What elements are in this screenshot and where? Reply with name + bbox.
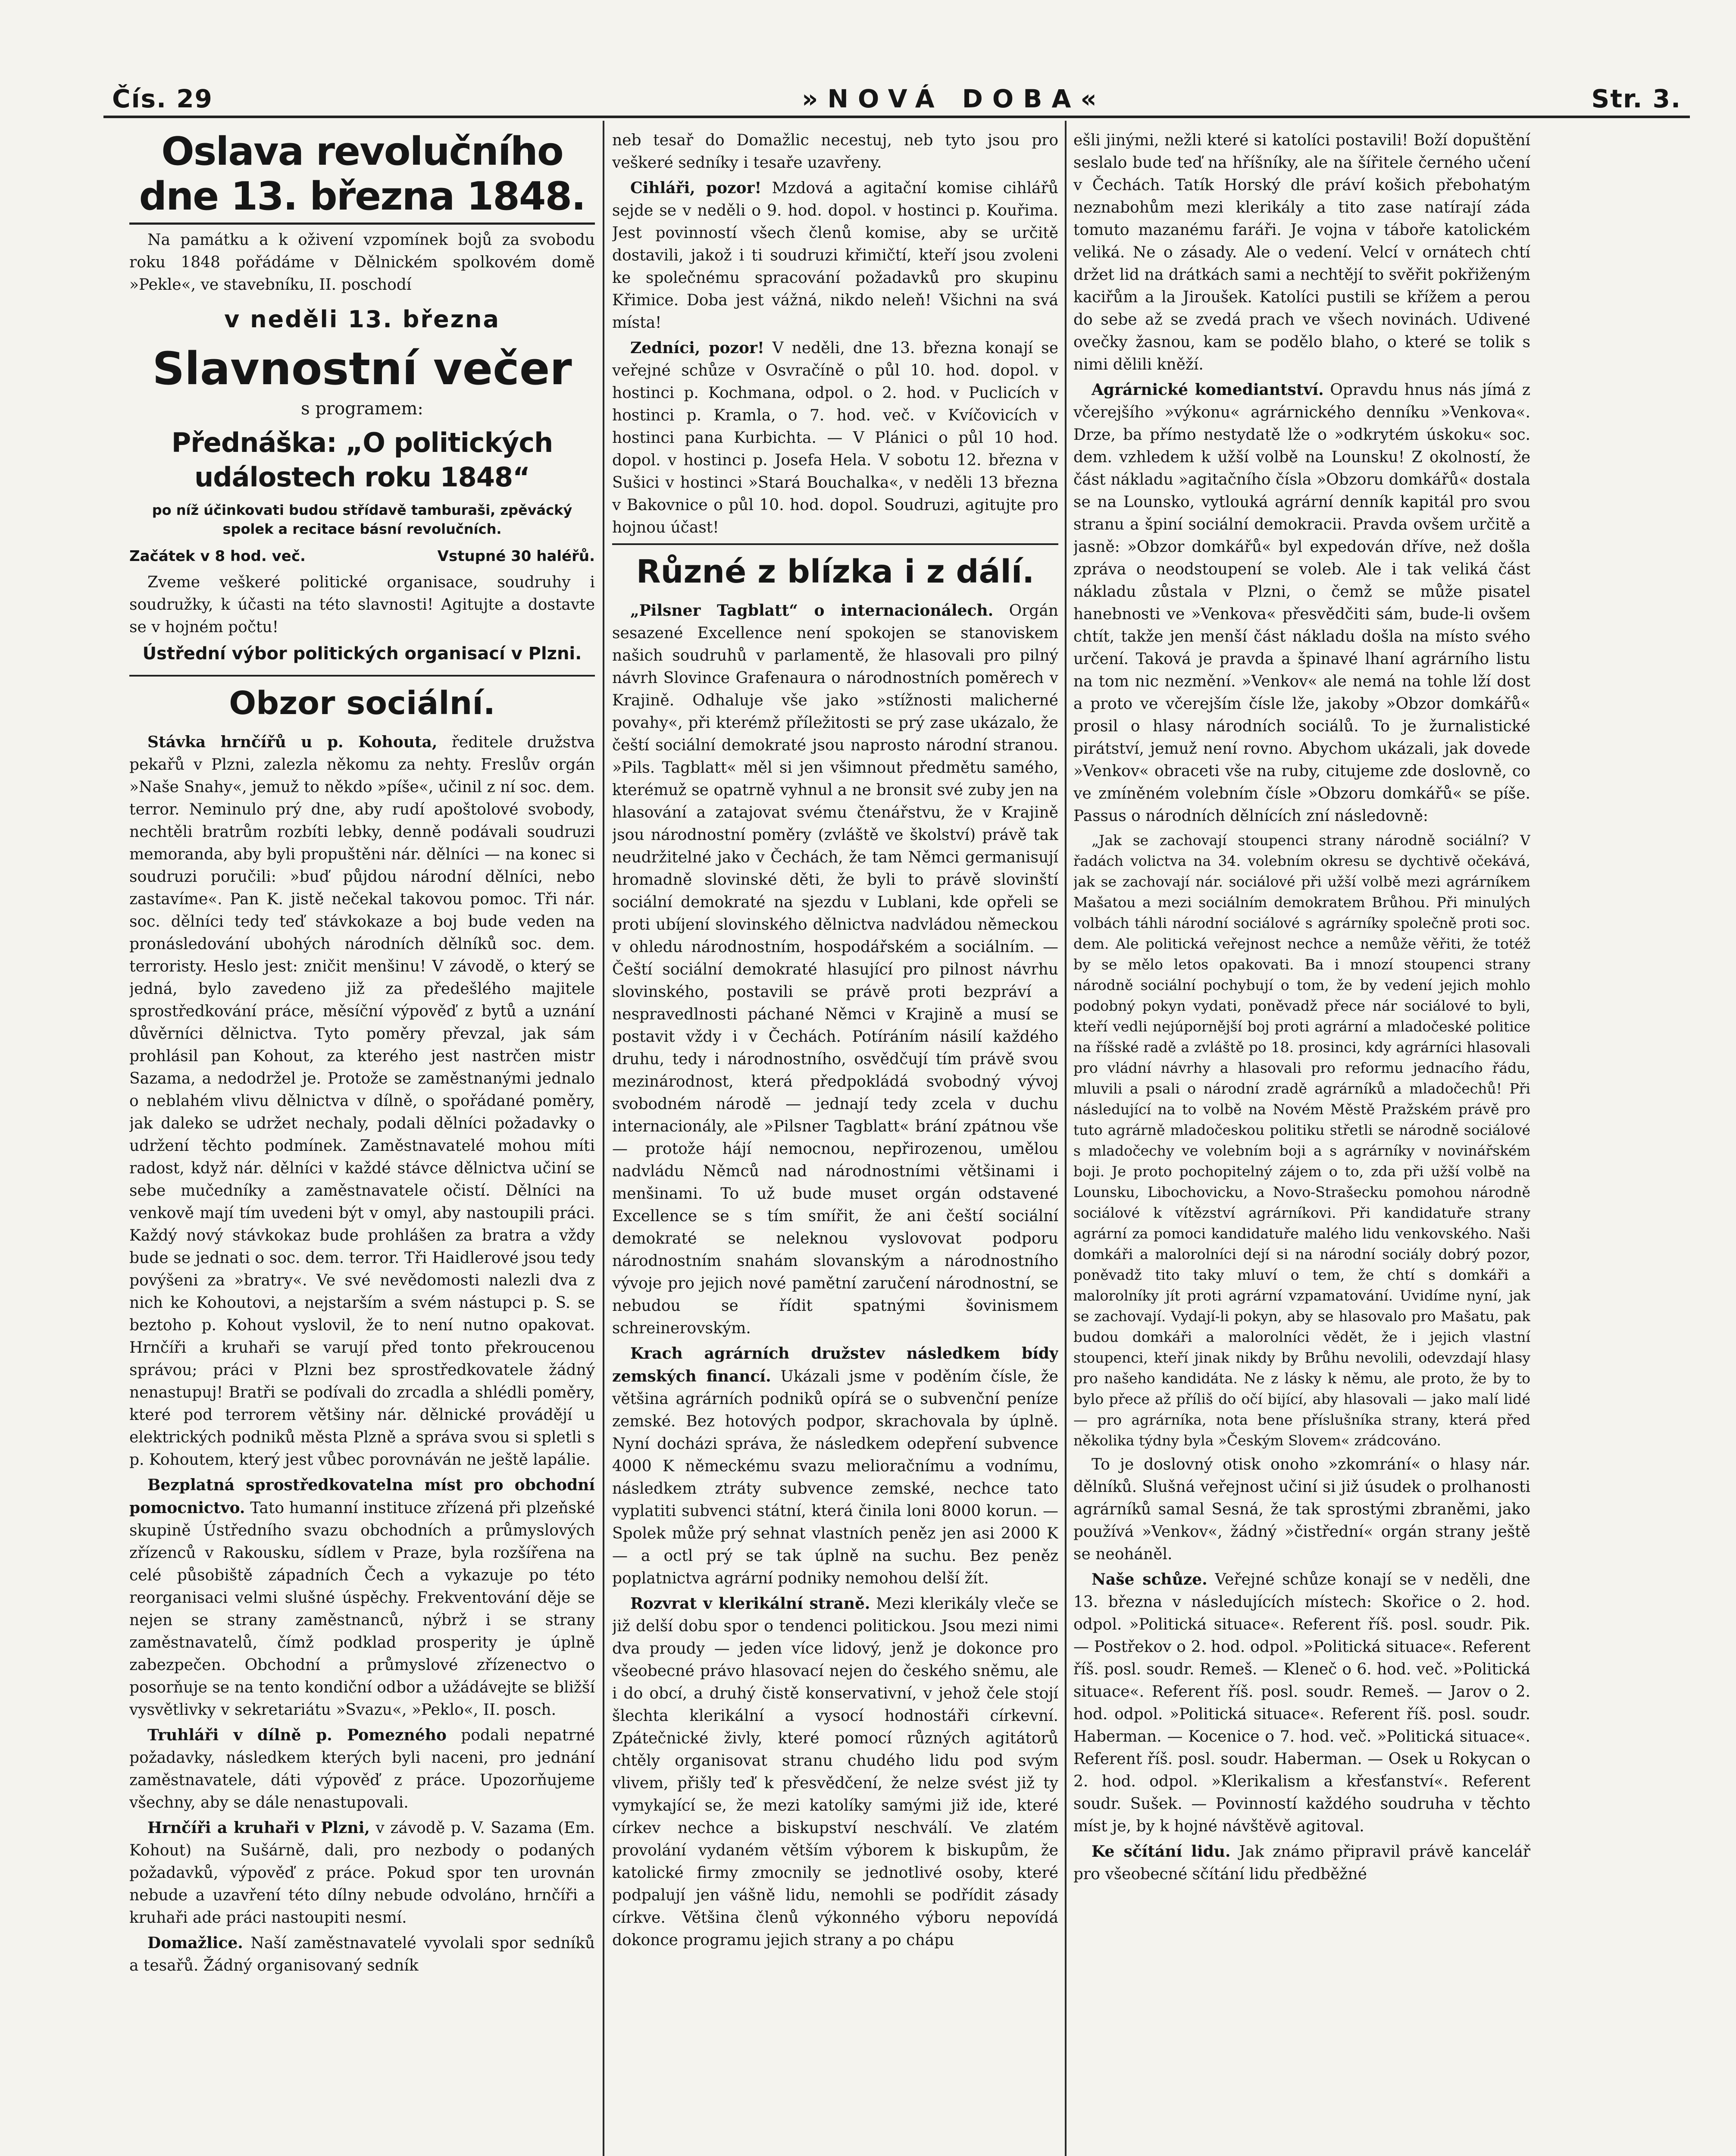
column-2: [612, 129, 1058, 2156]
article-heading: Krach agrárních družstev následkem bídy zemských financí.: [612, 1344, 1058, 1385]
article-heading: Stávka hrnčířů u p. Kohouta,: [147, 733, 438, 751]
article-heading: Agrárnické komediantství.: [1092, 381, 1324, 399]
event-details: [129, 545, 595, 568]
event-invite: Zveme veškeré politické organisace, soudruhy i soudružky, k účasti na této slavnosti! Agitujte a dostavte se v hojném počtu!: [129, 573, 595, 636]
article-heading: Cihláři, pozor!: [630, 179, 762, 197]
quote-block: [1073, 830, 1530, 1451]
section-rule: [612, 543, 1058, 545]
header-rule: [103, 116, 1690, 118]
event-signature: Ústřední výbor politických organisací v Plzni.: [142, 644, 582, 664]
article-heading: Rozvrat v klerikální straně.: [630, 1595, 870, 1613]
event-title: Slavnostní večer: [152, 342, 572, 395]
article-meetings: Naše schůze. Veřejné schůze konají se v neděli, dne 13. března v následujících místech: Skořice o 2. hod. odpol. »Politická situace«. Referent říš. posl. soudr. Pik. — Postřekov o 2. hod. odpol. »Politická situace«. Referent říš. posl. soudr. Remeš. — Kleneč o 6. hod. več. »Politická situace«. Referent říš. posl. soudr. Remeš. — Jarov o 2. hod. odpol. »Politická situace«. Referent říš. posl. soudr. Haberman. — Kocenice o 7. hod. več. »Politická situace«. Referent říš. posl. soudr. Haberman. — Osek u Rokycan o 2. hod. odpol. »Klerikalism a křesťanství«. Referent soudr. Sušek. — Povinností každého soudruha v těchto míst je, by k hojné návštěvě agitoval.: [1073, 1570, 1530, 1835]
article-clerical-split: Rozvrat v klerikální straně. Mezi klerikály vleče se již delší dobu spor o tendenci politickou. Jsou mezi nimi dva proudy — jeden více lidový, jenž je dokonce pro všeobecné právo hlasovací nejen do českého sněmu, ale i do obcí, a druhý čistě konservativní, v jehož čele stojí šlechta klerikální a vysocí hodnostáři církevní. Zpátečnické živly, které pomocí různých agitátorů chtěly organisovat stranu chudého lidu pod svým vlivem, přišly teď k přesvědčení, že nelze svést již ty vymykající se, že mezi katolíky samými již ide, které církev nechce a biskupství neschválí. Ve zlatém provolání vydaném větším výborem k biskupům, že katolické firmy zmocnily se jednotlivé osoby, které podpalují jen vášně lidu, nemohli se podřídit zásady církve. Většina členů výkonného výboru nepovídá dokonce programu jejich strany a po chápu: [612, 1595, 1058, 1949]
article-heading: Bezplatná sprostředkovatelna míst pro obchodní pomocnictvo.: [129, 1476, 595, 1517]
article-clerical-cont: ešli jinými, nežli které si katolíci postavili! Boží dopuštění seslalo bude teď na hříšníky, ale na šířitele černého učení v Čechách. Tatík Horský dle práví košich přebohatým neznabohům mezi klerikály a tito zase natírají záda tomuto mazanému faráři. Je vojna v táboře katolickém veliká. Ne o zásady. Ale o vedení. Velcí v ornátech chtí držet lid na drátkách sami a nechtějí to svěřit pokřiženým kaciřům a la Jiroušek. Katolíci pustili se křížem a perou do sebe až se zvedá prach ve všech novinách. Udivené ovečky žasnou, kam se podělo blaho, o které se tolik s nimi dělili kněží.: [1073, 132, 1530, 373]
article-heading: Domažlice.: [147, 1934, 243, 1952]
article-potters-strike: Stávka hrnčířů u p. Kohouta, ředitele družstva pekařů v Plzni, zalezla někomu za nehty. Freslův orgán »Naše Snahy«, jemuž to někdo »píše«, učinil z ní soc. dem. terror. Neminulo prý dne, aby rudí apoštolové svobody, nechtěli bratrům rozbíti lebky, denně podávali soudruzi memoranda, aby byli propuštěni nár. dělníci — na konec si soudruzi poručili: »buď půjdou národní dělníci, nebo zastavíme«. Pan K. jistě nečekal takovou pomoc. Tři nár. soc. dělníci tedy teď stávkokaze a boj bude veden na pronásledování ubohých národních dělníků soc. dem. terroristy. Heslo jest: zničit menšinu! V závodě, o který se jedná, bylo zavedeno již za předešlého majitele sprostředkování práce, měsíční výpověď z bytů a uznání důvěrníci dělnictva. Tyto poměry převzal, jak sám prohlásil pan Kohout, za kterého jest nastrčen mistr Sazama, a nedodržel je. Protože se zaměstnanými jednalo o neblahém vlivu dělnictva v dílně, o spořádané poměry, jak daleko se udržet nechaly, podali dělníci požadavky o udržení těchto podmínek. Zaměstnavatelé mohou míti radost, když nár. dělníci v každé stávce dělnictva učiní se sebe mučedníky a zaměstnavatele očistí. Dělníci na venkově mají tím uvedeni být v omyl, aby nastoupili práci. Každý nový stávkokaz bude prohlášen za bratra a vždy bude se jednati o soc. dem. terror. Tři Haidlerové jsou tedy povýšeni za »bratry«. Ve své nevědomosti nalezli dva z nich ke Kohoutovi, a nejstarším a svém nástupci p. S. se beztoho p. Kohout vyslovil, že to není nutno opakovat. Hrnčíři a kruhaři se varují před tonto překroucenou správou; práci v Plzni bez sprostředkovatele žádný nenastupuj! Bratři se podívali do zrcadla a shlédli poměry, které pod terrorem většiny nár. dělnické provádějí u elektrických podniků města Plzně a správa svou si spletli s p. Kohoutem, který jest vůbec porovnáván ne ještě lapálie.: [129, 733, 595, 1469]
column-divider-2: [1065, 121, 1067, 2156]
article-domazlice-cont: neb tesař do Domažlic necestuj, neb tyto jsou pro veškeré sedníky i tesaře uzavřeny.: [612, 132, 1058, 172]
celebration-intro: Na památku a k oživení vzpomínek bojů za svobodu roku 1848 pořádáme v Dělnickém spolkovém domě »Pekle«, ve stavebníku, II. poschodí: [129, 231, 595, 294]
masthead-title: »NOVÁ DOBA«: [802, 84, 1106, 113]
event-program-label: s programem:: [301, 399, 423, 419]
event-date: v neděli 13. března: [224, 306, 500, 333]
article-heading: Hrnčíři a kruhaři v Plzni,: [147, 1819, 370, 1837]
event-lecture: Přednáška: „O politických událostech roku 1848“: [171, 427, 553, 493]
article-masons: Zedníci, pozor! V neděli, dne 13. března konají se veřejné schůze v Osvračíně o půl 10. hod. dopol. v hostinci p. Kochmana, odpol. o 2. hod. v Puclicích v hostinci p. Kramla, o 7. hod. več. v Kvíčovicích v hostinci pana Kurbichta. — V Plánici o půl 10 hod. dopol. v hostinci p. Josefa Hela. V sobotu 12. března v Sušici v hostinci »Stará Bouchalka«, v neděli 13 března v Bakovnice o půl 10. hod. dopol. Soudruzi, agitujte pro hojnou účast!: [612, 339, 1058, 536]
article-potters-plzen: Hrnčíři a kruhaři v Plzni, v závodě p. V. Sazama (Em. Kohout) na Sušárně, dali, pro nezbody o podaných požadavků, výpověď z práce. Pokud spor ten urovnán nebude a uzavření této dílny nebude odvoláno, hrnčíři a kruhaři ade práci nastoupiti nesmí.: [129, 1819, 595, 1927]
article-heading: „Pilsner Tagblatt“ o internacionálech.: [630, 602, 994, 620]
section-title-social: Obzor sociální.: [229, 685, 495, 722]
celebration-title: Oslava revolučního dne 13. března 1848.: [129, 129, 595, 225]
event-start: Začátek v 8 hod. več.: [129, 548, 306, 565]
event-performers: po níž účinkovati budou střídavě tamburaši, zpěvácký spolek a recitace básní revolučních.: [152, 502, 572, 537]
article-domazlice: Domažlice. Naší zaměstnavatelé vyvolali spor sedníků a tesařů. Žádný organisovaný sedník: [129, 1934, 595, 1974]
article-brickmakers: Cihláři, pozor! Mzdová a agitační komise cihlářů sejde se v neděli o 9. hod. dopol. v hostinci p. Kouřima. Jest povinností všech členů komise, aby se určitě dostavili, jakož i ti soudruzi křimičtí, kteří jsou zvoleni ke společnému spracování požadavků pro skupinu Křimice. Doba jest vážná, nikdo neleň! Všichni na svá místa!: [612, 179, 1058, 332]
article-agrarian-comedy: Agrárnické komediantství. Opravdu hnus nás jímá z včerejšího »výkonu« agrárnického denníku »Venkova«. Drze, ba přímo nestydatě lže o »odkrytém úskoku« soc. dem. vzhledem k užší volbě na Lounsku! Z okolností, že část nákladu »agitačního čísla »Obzoru domkářů« dostala se na Lounsko, vytlouká agrární denník kapitál pro svou stranu a špiní sociální demokracii. Pravda ovšem určitě a jasně: »Obzor domkářů« byl expedován dříve, než došla zpráva o neodstoupení se voleb. Ale i tak veliká část nákladu zůstala v Plzni, o čemž se může pisatel hanebnosti ve »Venkova« přesvědčiti sám, bude-li ovšem chtít, takže jen menší část nákladu došla na místo svého určení. Taková je pravda a špinavé lhaní agrárního listu na tom nic nezmění. »Venkov« ale nemá na tohle lží dost a proto ve včerejším čísle lže, jakoby »Obzor domkářů« prosil o hlasy národních sociálů. To je žurnalistické pirátství, jemuž není rovno. Abychom ukázali, jak dovede »Venkov« obraceti vše na ruby, citujeme zde doslovně, co ve zmíněném volebním čísle »Obzoru domkářů« se píše. Passus o národních dělnících zní následovně:: [1073, 381, 1530, 825]
column-divider-1: [603, 121, 604, 2156]
section-rule: [129, 675, 595, 677]
article-verbatim: To je doslovný otisk onoho »zkomrání« o hlasy nár. dělníků. Slušná veřejnost učiní si již úsudek o prolhanosti agrárníků samal Sesná, že tak sprostými zbraněmi, jako používá »Venkov«, žádný »čistřední« orgán strany ještě se neoháněl.: [1073, 1456, 1530, 1563]
article-census: Ke sčítání lidu. Jak známo připravil právě kancelář pro všeobecné sčítání lidu předběžné: [1073, 1843, 1530, 1883]
article-heading: Ke sčítání lidu.: [1092, 1843, 1231, 1861]
article-job-agency: Bezplatná sprostředkovatelna míst pro obchodní pomocnictvo. Tato humanní instituce zřízená při plzeňské skupině Ústředního svazu obchodních a průmyslových zřízenců v Rakousku, sídlem v Praze, byla rozšířena na celé působiště západních Čech a vykazuje po této reorganisaci velmi slušné úspěchy. Frekventování děje se nejen se strany zaměstnanců, nýbrž i se strany zaměstnavatelů, čímž podklad prosperity je úplně zabezpečen. Obchodní a průmyslové zřízenectvo o posorňuje se na tento kondiční odbor a užádávejte se bližší vysvětlivky v sekretariátu »Svazu«, »Peklo«, II. posch.: [129, 1476, 595, 1719]
article-tagblatt: „Pilsner Tagblatt“ o internacionálech. Orgán sesazené Excellence není spokojen se stanoviskem našich soudruhů v parlamentě, že hlasovali pro pilný návrh Slovince Grafenaura o národnostních poměrech v Krajině. Odhaluje vše jako »stížnosti malicherné povahy«, při kterémž příležitosti se prý zase ukázalo, že čeští sociální demokraté jsou naprosto národní stranou. »Pils. Tagblatt« měl si jen všimnout předmětu samého, kterémuž se opatrně vyhnul a ne bronsit své zuby jen na hlasování a zatajovat svému čtenářstvu, že v Krajině jsou národnostní poměry (zvláště ve školství) právě tak neudržitelné jako v Čechách, že tam Němci germanisují hromadně slovinské děti, že byli to právě slovinští sociální demokraté na sjezdu v Lublani, kde opřeli se proti ubíjení slovinského dělnictva nadvládou německou v ohledu národnostním, hospodářském a sociálním. — Čeští sociální demokraté hlasující pro pilnost návrhu slovinského, postavili se právě proti bezpráví a nespravedlnosti páchané Němci v Krajině a musí se postavit vždy i v Čechách. Potíráním násilí každého druhu, tedy i národnostního, osvědčují tím právě svou mezinárodnost, která předpokládá svobodný vývoj svobodném národě — jednají tedy zcela v duchu internacionály, ale »Pilsner Tagblatt« brání zpátnou vše — protože hájí nemocnou, nepřirozenou, umělou nadvládu Němců nad národnostními většinami i menšinami. To už bude muset orgán odstavené Excellence se s tím smířit, že ani čeští sociální demokraté se neleknou vyslovovat podporu národnostním snahám slovanským a národnostního vývoje pro jejich nové pamětní zaručení národnostní, se nebudou se řídit spatnými šovinismem schreinerovským.: [612, 602, 1058, 1337]
article-heading: Truhláři v dílně p. Pomezného: [147, 1726, 447, 1744]
issue-number: Čís. 29: [112, 84, 213, 113]
article-heading: Zedníci, pozor!: [630, 339, 764, 357]
article-carpenters: Truhláři v dílně p. Pomezného podali nepatrné požadavky, následkem kterých byli naceni, pro jednání zaměstnavatele, dáti výpověď z práce. Upozorňujeme všechny, aby se dále nenastupovali.: [129, 1726, 595, 1811]
article-heading: Naše schůze.: [1092, 1570, 1207, 1589]
page-number: Str. 3.: [1591, 84, 1681, 113]
page-header: [112, 75, 1681, 114]
quoted-passage: „Jak se zachovají stoupenci strany národně sociální? V řadách volictva na 34. volebním okresu se dychtivě očekává, jak se zachovají nár. sociálové při užší volbě mezi agrárníkem Mašatou a mezi sociálním demokratem Brůhou. Při minulých volbách táhli národní sociálové s agrárníky společně proti soc. dem. Ale politická veřejnost nechce a nemůže věřiti, že totéž by se mělo letos opakovati. Ba i mnozí stoupenci strany národně sociální pochybují o tom, že by vedení jejich mohlo podobný pokyn vydati, poněvadž přece nár sociálové to byli, kteří vedli nejúpornější boj proti agrární a mladočeské politice na říšské radě a zvláště po 18. prosinci, kdy agrárníci hlasovali pro vládní návrhy a hlasovali pro reformu jednacího řádu, mluvili a psali o národní zradě agrárníků a mladočechů! Při následující na to volbě na Novém Městě Pražském právě pro tuto agrárně mladočeskou politiku střetli se národně sociálové s mladočechy ve volebním boji a s agrárníky v novinářském boji. Je proto pochopitelný zájem o to, zda při užší volbě na Lounsku, Libochovicku, a Novo-Strašecku pomohou národně sociálové k vítězství agrárníkovi. Při kandidatuře strany agrární za pomoci kandidatuře malého lidu venkovského. Naši domkáři a malorolníci dejí si na národní sociály dobrý pozor, poněvadž tito taky mluví o tem, že chtí s domkáři a malorolníky jít proti agrární vzpamatování. Uvidíme nyní, jak se zachovají. Vydají-li pokyn, aby se hlasovalo pro Mašatu, pak budou domkáři a malorolníci vědět, že i jejich vlastní stoupenci, kteří jinak nikdy by Brůhu nevolili, odevzdají hlasy pro našeho kandidáta. Ne z lásky k němu, ale proto, že by to bylo přece až příliš do očí bijící, aby hlasovali — jako malí lidé — pro agrárníka, nota bene příslušníka strany, která před několika týdny byla »Českým Slovem« zrádcováno.: [1073, 832, 1530, 1449]
column-1: [129, 129, 595, 2156]
column-3: [1073, 129, 1530, 2156]
article-agrarian-crash: Krach agrárních družstev následkem bídy zemských financí. Ukázali jsme v poděním čísle, že většina agrárních podniků opírá se o subvenční peníze zemské. Bez hotových podpor, skrachovala by úplně. Nyní docházi správa, že následkem odepření subvence 4000 K německému svazu melioračnímu a vodnímu, následkem ztráty subvence zemské, nechce tato vyplatiti subvenci státní, která činila loni 8000 korun. — Spolek může prý sehnat vlastních peněz jen asi 2000 K — a octl prý se tak úplně na suchu. Bez peněz poplatnictva agrární podniky nemohou delší žít.: [612, 1344, 1058, 1587]
section-title-misc: Různé z blízka i z dálí.: [636, 553, 1035, 590]
event-entry: Vstupné 30 haléřů.: [437, 548, 595, 565]
